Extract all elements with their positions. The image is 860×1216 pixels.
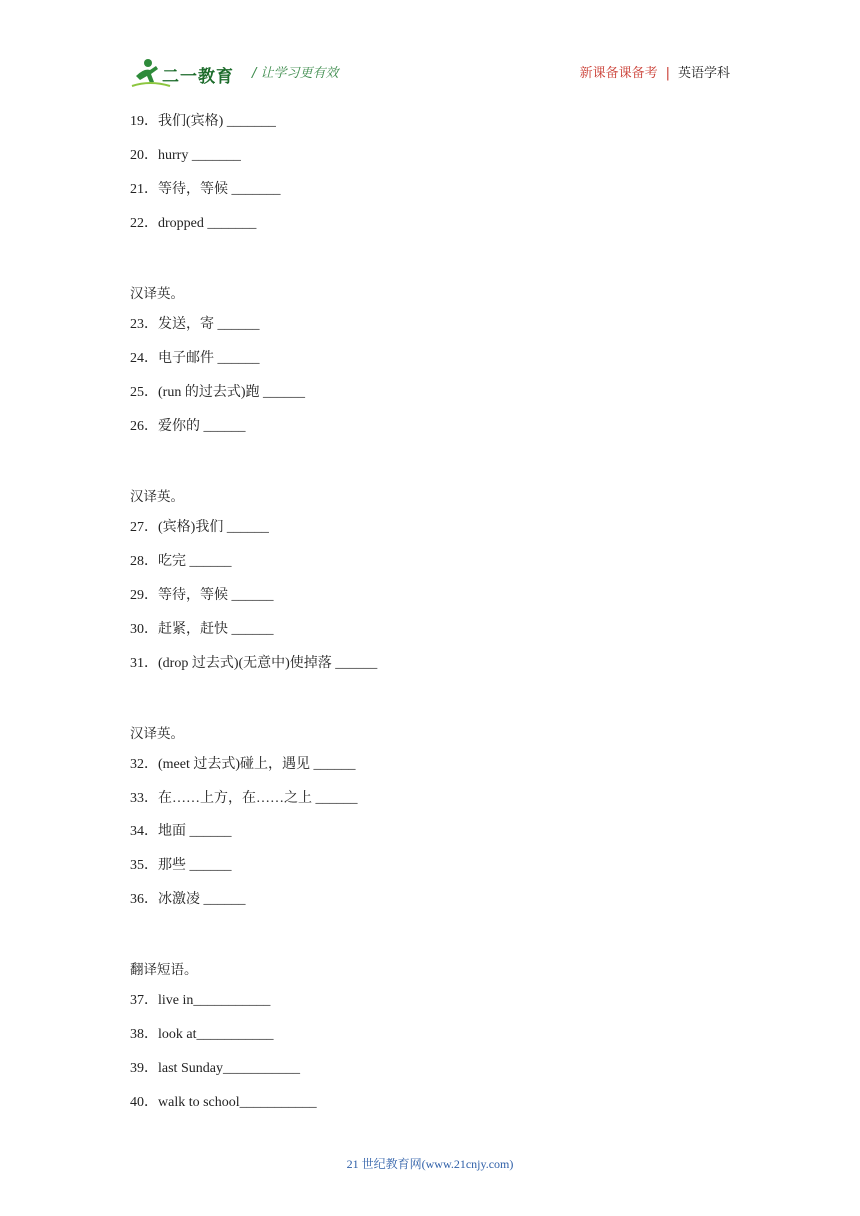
section-heading: 汉译英。 bbox=[130, 286, 184, 302]
question-item: 20．hurry _______ bbox=[130, 148, 241, 163]
question-item: 21．等待，等候 _______ bbox=[130, 182, 281, 197]
question-item: 35．那些 ______ bbox=[130, 858, 232, 873]
question-item: 24．电子邮件 ______ bbox=[130, 351, 260, 366]
question-item: 38．look at___________ bbox=[130, 1027, 274, 1042]
question-item: 39．last Sunday___________ bbox=[130, 1061, 300, 1076]
section-heading: 汉译英。 bbox=[130, 726, 184, 742]
question-item: 23．发送，寄 ______ bbox=[130, 317, 260, 332]
logo bbox=[130, 56, 245, 90]
question-item: 19．我们(宾格) _______ bbox=[130, 114, 276, 129]
header-subject-label: 英语学科 bbox=[677, 66, 730, 81]
question-item: 32．(meet 过去式)碰上，遇见 ______ bbox=[130, 757, 356, 772]
question-item: 30．赶紧，赶快 ______ bbox=[130, 622, 274, 637]
header-course-label: 新课备课备考 bbox=[579, 66, 658, 81]
question-item: 26．爱你的 ______ bbox=[130, 419, 246, 434]
section-heading: 汉译英。 bbox=[130, 489, 184, 505]
logo-text: 二一教育 bbox=[162, 67, 234, 87]
question-item: 37．live in___________ bbox=[130, 993, 271, 1008]
question-item: 36．冰激凌 ______ bbox=[130, 892, 246, 907]
header-subject bbox=[580, 62, 730, 81]
question-item: 31．(drop 过去式)(无意中)使掉落 ______ bbox=[130, 656, 378, 671]
header-separator: | bbox=[665, 66, 670, 81]
question-item: 40．walk to school___________ bbox=[130, 1095, 317, 1110]
page-footer: 21 世纪教育网(www.21cnjy.com) bbox=[346, 1157, 514, 1171]
question-item: 29．等待，等候 ______ bbox=[130, 588, 274, 603]
question-item: 33．在……上方，在……之上 ______ bbox=[130, 791, 358, 806]
page-header bbox=[130, 56, 730, 92]
question-item: 25．(run 的过去式)跑 ______ bbox=[130, 385, 305, 400]
question-item: 27．(宾格)我们 ______ bbox=[130, 520, 269, 535]
header-slogan: / 让学习更有效 bbox=[252, 66, 339, 81]
question-item: 22．dropped _______ bbox=[130, 216, 257, 231]
question-item: 28．吃完 ______ bbox=[130, 554, 232, 569]
section-heading: 翻译短语。 bbox=[130, 962, 198, 978]
question-item: 34．地面 ______ bbox=[130, 824, 232, 839]
